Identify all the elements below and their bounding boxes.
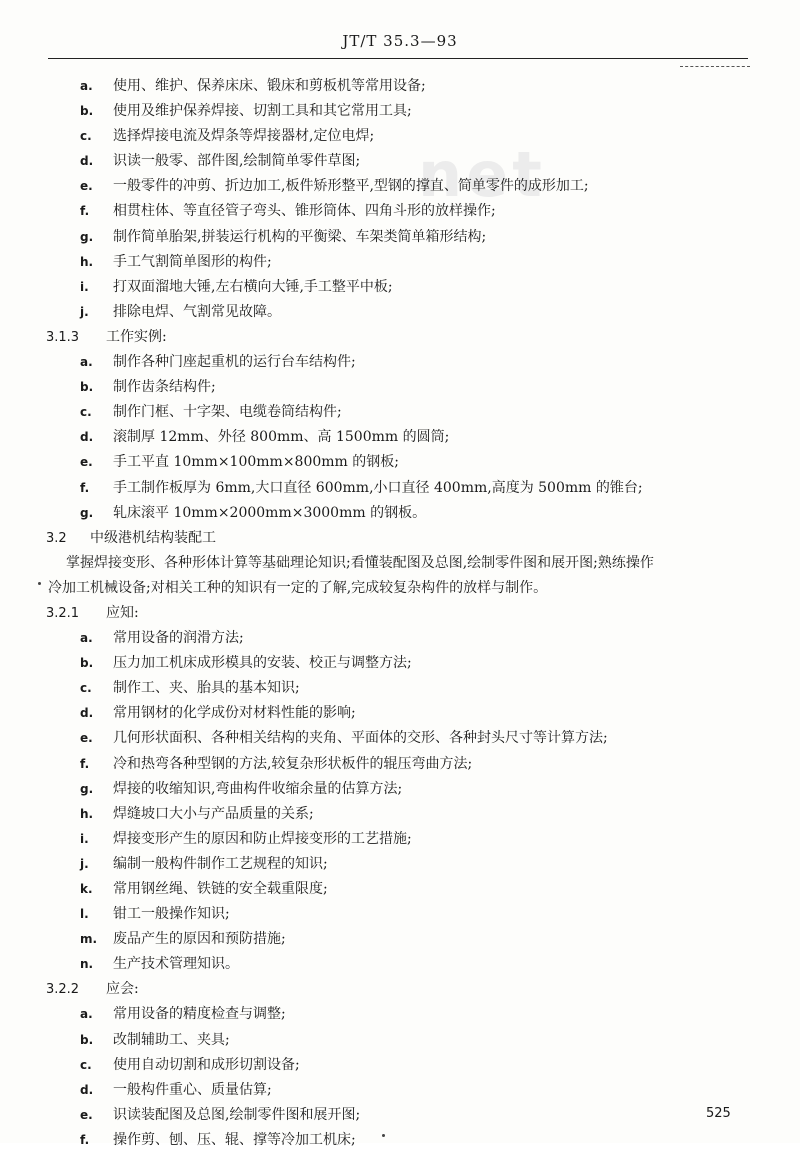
section-title: 应知: — [106, 604, 139, 621]
list-item-marker: l. — [80, 907, 89, 922]
list-item-marker: j. — [80, 856, 89, 871]
list-item-marker: e. — [80, 179, 93, 194]
list-item — [0, 802, 800, 827]
paragraph-line — [0, 551, 800, 576]
list-item — [0, 777, 800, 802]
list-item — [0, 1028, 800, 1053]
list-item-text: 钳工一般操作知识; — [113, 906, 230, 923]
list-item-marker: d. — [80, 706, 94, 721]
list-item-text: 使用自动切割和成形切割设备; — [113, 1056, 300, 1073]
list-item-text: 选择焊接电流及焊条等焊接器材,定位电焊; — [113, 128, 375, 145]
list-item — [0, 275, 800, 300]
list-item-text: 使用及维护保养焊接、切割工具和其它常用工具; — [113, 103, 412, 120]
header-rule — [48, 58, 748, 59]
section-heading — [0, 601, 800, 626]
list-item-marker: h. — [80, 254, 94, 269]
list-item-marker: b. — [80, 1032, 94, 1047]
header-rule-dash — [680, 66, 750, 67]
list-item-text: 手工气割简单图形的构件; — [113, 253, 272, 270]
list-item-text: 几何形状面积、各种相关结构的夹角、平面体的交形、各种封头尺寸等计算方法; — [113, 730, 608, 747]
list-item-marker: a. — [80, 355, 93, 370]
list-item — [0, 350, 800, 375]
section-number: 3.1.3 — [46, 329, 80, 345]
section-title: 应会: — [106, 981, 139, 998]
list-item-marker: a. — [80, 631, 93, 646]
list-item-marker: b. — [80, 380, 94, 395]
list-item — [0, 425, 800, 450]
list-item — [0, 726, 800, 751]
list-item-marker: c. — [80, 1057, 92, 1072]
section-heading — [0, 325, 800, 350]
list-item — [0, 375, 800, 400]
list-item — [0, 124, 800, 149]
list-item — [0, 225, 800, 250]
list-item-marker: b. — [80, 656, 94, 671]
list-item-text: 使用、维护、保养床床、锻床和剪板机等常用设备; — [113, 78, 426, 94]
paragraph-text: 冷加工机械设备;对相关工种的知识有一定的了解,完成较复杂构件的放样与制作。 — [48, 579, 548, 596]
list-item — [0, 501, 800, 526]
list-item — [0, 651, 800, 676]
list-item-text: 焊缝坡口大小与产品质量的关系; — [113, 805, 314, 822]
list-item — [0, 952, 800, 977]
list-item — [0, 476, 800, 501]
list-item — [0, 1078, 800, 1103]
list-item-text: 常用钢丝绳、铁链的安全载重限度; — [113, 881, 328, 897]
list-item-text: 制作简单胎架,拼装运行机构的平衡梁、车架类简单箱形结构; — [113, 228, 487, 245]
list-item — [0, 74, 800, 99]
list-item-text: 制作齿条结构件; — [113, 379, 216, 396]
list-item-text: 废品产生的原因和预防措施; — [113, 931, 286, 948]
list-item-marker: n. — [80, 957, 94, 972]
list-item-marker: i. — [80, 279, 89, 294]
list-item-marker: g. — [80, 229, 94, 244]
paragraph-line — [0, 576, 800, 601]
list-item — [0, 174, 800, 199]
list-item — [0, 250, 800, 275]
list-item — [0, 1103, 800, 1128]
list-item — [0, 1128, 800, 1153]
list-item-marker: e. — [80, 1107, 93, 1122]
list-item — [0, 450, 800, 475]
list-item — [0, 1002, 800, 1027]
list-item-text: 焊接的收缩知识,弯曲构件收缩余量的估算方法; — [113, 780, 403, 797]
list-item-text: 识读一般零、部件图,绘制简单零件草图; — [113, 153, 361, 170]
list-item — [0, 199, 800, 224]
list-item — [0, 400, 800, 425]
list-item-text: 制作各种门座起重机的运行台车结构件; — [113, 354, 356, 371]
list-item-marker: h. — [80, 806, 94, 821]
list-item-text: 编制一般构件制作工艺规程的知识; — [113, 855, 328, 872]
list-item-text: 一般零件的冲剪、折边加工,板件矫形整平,型钢的撑直、简单零件的成形加工; — [113, 178, 589, 195]
list-item-text: 常用设备的润滑方法; — [113, 630, 244, 647]
list-item — [0, 99, 800, 124]
list-item-text: 轧床滚平 10mm×2000mm×3000mm 的钢板。 — [113, 504, 427, 521]
watermark-text: net — [418, 138, 546, 211]
list-item-text: 制作门框、十字架、电缆卷筒结构件; — [113, 404, 342, 421]
list-item-marker: i. — [80, 831, 89, 846]
list-item-marker: g. — [80, 505, 94, 520]
list-item-text: 生产技术管理知识。 — [113, 956, 239, 973]
list-item — [0, 902, 800, 927]
list-item-marker: k. — [80, 882, 93, 896]
section-number: 3.2.1 — [46, 605, 80, 621]
section-heading — [0, 526, 800, 551]
list-item-marker: d. — [80, 430, 94, 445]
list-item-text: 打双面溜地大锤,左右横向大锤,手工整平中板; — [113, 278, 393, 295]
list-item-marker: c. — [80, 129, 92, 144]
list-item — [0, 149, 800, 174]
section-title: 中级港机结构装配工 — [90, 529, 216, 546]
list-item — [0, 752, 800, 777]
list-item-marker: d. — [80, 1082, 94, 1097]
list-item-marker: g. — [80, 781, 94, 796]
list-item-text: 冷和热弯各种型钢的方法,较复杂形状板件的辊压弯曲方法; — [113, 755, 473, 772]
list-item-marker: f. — [80, 204, 90, 219]
list-item-marker: e. — [80, 731, 93, 746]
list-item — [0, 1053, 800, 1078]
list-item-text: 相贯柱体、等直径管子弯头、锥形筒体、四角斗形的放样操作; — [113, 203, 496, 220]
list-item — [0, 300, 800, 325]
section-title: 工作实例: — [106, 328, 167, 345]
list-item-text: 焊接变形产生的原因和防止焊接变形的工艺措施; — [113, 830, 412, 847]
document-body — [0, 74, 800, 1153]
page-header-code: JT/T 35.3—93 — [342, 32, 458, 50]
list-item-text: 识读装配图及总图,绘制零件图和展开图; — [113, 1106, 361, 1123]
list-item-marker: a. — [80, 1007, 93, 1022]
list-item — [0, 877, 800, 902]
section-heading — [0, 977, 800, 1002]
list-item-text: 常用钢材的化学成份对材料性能的影响; — [113, 705, 356, 722]
list-item-text: 一般构件重心、质量估算; — [113, 1081, 272, 1098]
list-item-marker: b. — [80, 104, 94, 119]
list-item-marker: f. — [80, 480, 90, 495]
paragraph-text: 掌握焊接变形、各种形体计算等基础理论知识;看懂装配图及总图,绘制零件图和展开图;熟练操作 — [66, 554, 654, 571]
list-item-marker: j. — [80, 304, 89, 319]
section-number: 3.2 — [46, 530, 67, 546]
list-item-marker: a. — [80, 79, 93, 93]
list-item-marker: f. — [80, 1132, 90, 1147]
list-item-text: 制作工、夹、胎具的基本知识; — [113, 680, 300, 697]
list-item-marker: f. — [80, 756, 90, 771]
list-item-marker: c. — [80, 681, 92, 696]
list-item-marker: m. — [80, 932, 98, 947]
list-item-marker: e. — [80, 455, 93, 470]
list-item-text: 排除电焊、气割常见故障。 — [113, 303, 281, 320]
page-number: 525 — [706, 1106, 731, 1121]
list-item — [0, 927, 800, 952]
list-item-text: 压力加工机床成形模具的安装、校正与调整方法; — [113, 655, 412, 672]
list-item-text: 滚制厚 12mm、外径 800mm、高 1500mm 的圆筒; — [113, 429, 450, 446]
list-item-text: 改制辅助工、夹具; — [113, 1031, 230, 1048]
list-item — [0, 676, 800, 701]
section-number: 3.2.2 — [46, 982, 80, 998]
list-item-text: 手工制作板厚为 6mm,大口直径 600mm,小口直径 400mm,高度为 500mm 的锥台; — [113, 479, 643, 496]
list-item-marker: d. — [80, 154, 94, 169]
list-item — [0, 827, 800, 852]
list-item-marker: c. — [80, 405, 92, 420]
list-item — [0, 852, 800, 877]
list-item — [0, 626, 800, 651]
list-item-text: 操作剪、刨、压、辊、撑等冷加工机床; — [113, 1131, 356, 1148]
list-item — [0, 701, 800, 726]
list-item-text: 常用设备的精度检查与调整; — [113, 1006, 286, 1023]
list-item-text: 手工平直 10mm×100mm×800mm 的钢板; — [113, 454, 399, 471]
